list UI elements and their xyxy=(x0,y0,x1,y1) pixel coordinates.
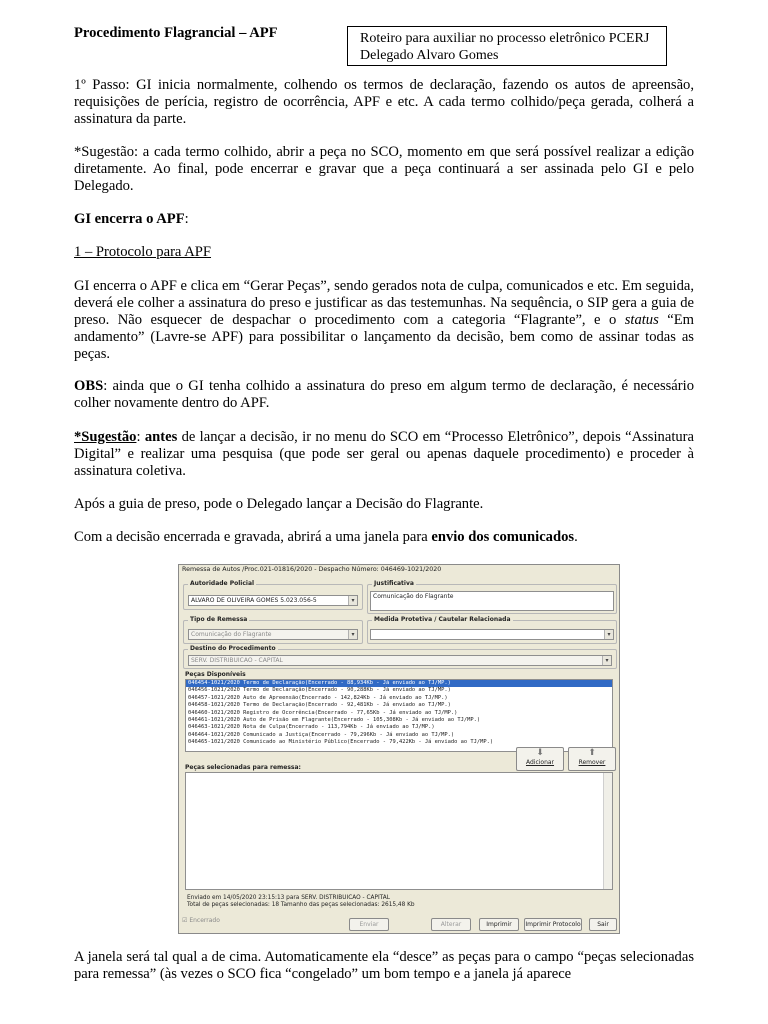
medida-label: Medida Protetiva / Cautelar Relacionada xyxy=(374,616,511,623)
imprimir-protocolo-button[interactable]: Imprimir Protocolo xyxy=(524,918,582,931)
adicionar-label: Adicionar xyxy=(525,759,555,766)
alterar-button[interactable]: Alterar xyxy=(431,918,471,931)
list-item[interactable]: 046463-1021/2020 Nota de Culpa(Encerrado - 113,794Kb - Já enviado ao TJ/MP.) xyxy=(188,724,435,731)
pecas-disponiveis-list[interactable] xyxy=(185,679,613,752)
envio-comunicados-bold: envio dos comunicados xyxy=(431,529,575,545)
arrow-up-icon: ⬆ xyxy=(588,748,596,758)
list-item[interactable]: 046456-1021/2020 Termo de Declaração(Encerrado - 90,288Kb - Já enviado ao TJ/MP.) xyxy=(188,687,451,694)
destino-select[interactable] xyxy=(188,655,612,666)
paragraph-9 xyxy=(74,529,694,546)
p9-text-a: Com a decisão encerrada e gravada, abrirá a uma janela para xyxy=(74,529,432,545)
paragraph-10: A janela será tal qual a de cima. Automaticamente ela “desce” as peças para o campo “peças selecionadas para remessa” (às vezes o SCO fica “congelado” um bom tempo e a janela já aparece xyxy=(74,949,694,982)
window-title: Remessa de Autos /Proc.021-01816/2020 - Despacho Número: 046469-1021/2020 xyxy=(182,566,442,573)
autoridade-select[interactable] xyxy=(188,595,358,606)
chevron-down-icon: ▾ xyxy=(602,656,611,665)
justificativa-textarea[interactable] xyxy=(370,591,614,611)
arrow-down-icon: ⬇ xyxy=(536,748,544,758)
roteiro-box xyxy=(347,26,667,66)
justificativa-label: Justificativa xyxy=(374,580,414,587)
autoridade-value: ALVARO DE OLIVEIRA GOMES 5.023.056-5 xyxy=(191,597,317,604)
antes-bold: antes xyxy=(144,429,178,445)
checkbox-icon: ☑ xyxy=(182,917,188,924)
tipo-remessa-label: Tipo de Remessa xyxy=(190,616,248,623)
protocolo-heading: 1 – Protocolo para APF xyxy=(74,244,212,260)
paragraph-8: Após a guia de preso, pode o Delegado lançar a Decisão do Flagrante. xyxy=(74,496,484,512)
justificativa-group xyxy=(367,580,617,614)
paragraph-4 xyxy=(74,244,694,261)
sair-button[interactable]: Sair xyxy=(589,918,617,931)
justificativa-value: Comunicação do Flagrante xyxy=(373,593,454,600)
obs-label: OBS xyxy=(74,378,104,394)
list-item[interactable]: 046464-1021/2020 Comunicado a Justiça(Encerrado - 79,296Kb - Já enviado ao TJ/MP.) xyxy=(188,731,455,738)
pecas-disponiveis-label: Peças Disponíveis xyxy=(185,671,246,678)
obs-text: : ainda que o GI tenha colhido a assinatura do preso em algum termo de declaração, é necessário colher novamente dentro do APF. xyxy=(74,378,694,411)
list-item[interactable]: 046454-1021/2020 Termo de Declaração(Encerrado - 88,934Kb - Já enviado ao TJ/MP.) xyxy=(186,680,612,687)
imprimir-button[interactable]: Imprimir xyxy=(479,918,519,931)
adicionar-button[interactable] xyxy=(516,747,564,771)
sugestao-colon: : xyxy=(136,429,145,445)
chevron-down-icon: ▾ xyxy=(348,596,357,605)
list-item[interactable]: 046458-1021/2020 Termo de Declaração(Encerrado - 92,481Kb - Já enviado ao TJ/MP.) xyxy=(188,702,451,709)
list-item[interactable]: 046460-1021/2020 Registro de Ocorrência(Encerrado - 77,65Kb - Já enviado ao TJ/MP.) xyxy=(188,709,458,716)
sugestao-text: de lançar a decisão, ir no menu do SCO em “Processo Eletrônico”, depois “Assinatura Digital” e realizar uma pesquisa (que pode ser geral ou apenas daquele procedimento) e proceder à assinatura coletiva. xyxy=(74,429,695,479)
gi-encerra-colon: : xyxy=(184,211,189,227)
destino-label: Destino do Procedimento xyxy=(190,645,276,652)
p5-text-b: “Em andamento” (Lavre-se APF) para possibilitar o lançamento da decisão, bem como de assinar todas as peças. xyxy=(74,312,694,362)
p9-text-b: . xyxy=(574,529,578,545)
roteiro-line-1: Roteiro para auxiliar no processo eletrônico PCERJ xyxy=(360,31,650,46)
tipo-remessa-value: Comunicação do Flagrante xyxy=(191,631,272,638)
remover-label: Remover xyxy=(578,759,606,766)
roteiro-line-2: Delegado Alvaro Gomes xyxy=(360,48,499,63)
paragraph-3 xyxy=(74,211,694,228)
paragraph-1: 1º Passo: GI inicia normalmente, colhendo os termos de declaração, fazendo os autos de apreensão, requisições de perícia, registro de ocorrência, APF e etc. A cada termo colhido/peça gerada, colherá a assinatura da parte. xyxy=(74,77,694,127)
enviar-button[interactable]: Enviar xyxy=(349,918,389,931)
paragraph-5 xyxy=(74,278,694,363)
tipo-remessa-select[interactable] xyxy=(188,629,358,640)
remessa-autos-window xyxy=(178,564,620,934)
medida-group xyxy=(367,616,617,644)
gi-encerra-heading: GI encerra o APF xyxy=(74,211,185,227)
paragraph-7 xyxy=(74,429,694,480)
destino-group xyxy=(183,645,617,669)
status-total: Total de peças selecionadas: 18 Tamanho das peças selecionadas: 2615,48 Kb xyxy=(187,902,415,908)
encerrado-checkbox[interactable] xyxy=(182,917,220,924)
paragraph-6 xyxy=(74,378,694,412)
autoridade-group xyxy=(183,580,363,610)
pecas-selecionadas-list[interactable] xyxy=(185,772,613,890)
document-title: Procedimento Flagrancial – APF xyxy=(74,25,278,41)
p5-text-a: GI encerra o APF e clica em “Gerar Peças”, sendo gerados nota de culpa, comunicados e etc. Em seguida, deverá ele colher a assinatura do preso e justificar as das testemunhas. Na sequência, o SIP gera a guia de preso. Não esquecer de despachar o procedimento com a categoria “Flagrante”, e o xyxy=(74,278,694,328)
encerrado-label: Encerrado xyxy=(189,917,220,924)
remover-button[interactable] xyxy=(568,747,616,771)
list-item[interactable]: 046457-1021/2020 Auto de Apreensão(Encerrado - 142,824Kb - Já enviado ao TJ/MP.) xyxy=(188,694,448,701)
autoridade-label: Autoridade Policial xyxy=(190,580,255,587)
status-enviado: Enviado em 14/05/2020 23:15:13 para SERV. DISTRIBUICAO - CAPITAL xyxy=(187,895,390,901)
p5-status-italic: status xyxy=(624,312,659,328)
destino-value: SERV. DISTRIBUICAO - CAPITAL xyxy=(191,657,283,664)
paragraph-2: *Sugestão: a cada termo colhido, abrir a peça no SCO, momento em que será possível realizar a edição diretamente. Ao final, pode encerrar e gravar que a peça continuará a ser assinada pelo GI e pelo Delegado. xyxy=(74,144,694,194)
pecas-selecionadas-label: Peças selecionadas para remessa: xyxy=(185,764,301,771)
medida-select[interactable] xyxy=(370,629,614,640)
scrollbar[interactable] xyxy=(603,773,612,889)
chevron-down-icon: ▾ xyxy=(604,630,613,639)
chevron-down-icon: ▾ xyxy=(348,630,357,639)
sugestao-label: *Sugestão xyxy=(74,429,137,445)
tipo-remessa-group xyxy=(183,616,363,644)
list-item[interactable]: 046465-1021/2020 Comunicado ao Ministério Público(Encerrado - 79,422Kb - Já enviado ao TJ/MP.) xyxy=(188,739,494,746)
list-item[interactable]: 046461-1021/2020 Auto de Prisão em Flagrante(Encerrado - 105,308Kb - Já enviado ao TJ/MP.) xyxy=(188,716,481,723)
